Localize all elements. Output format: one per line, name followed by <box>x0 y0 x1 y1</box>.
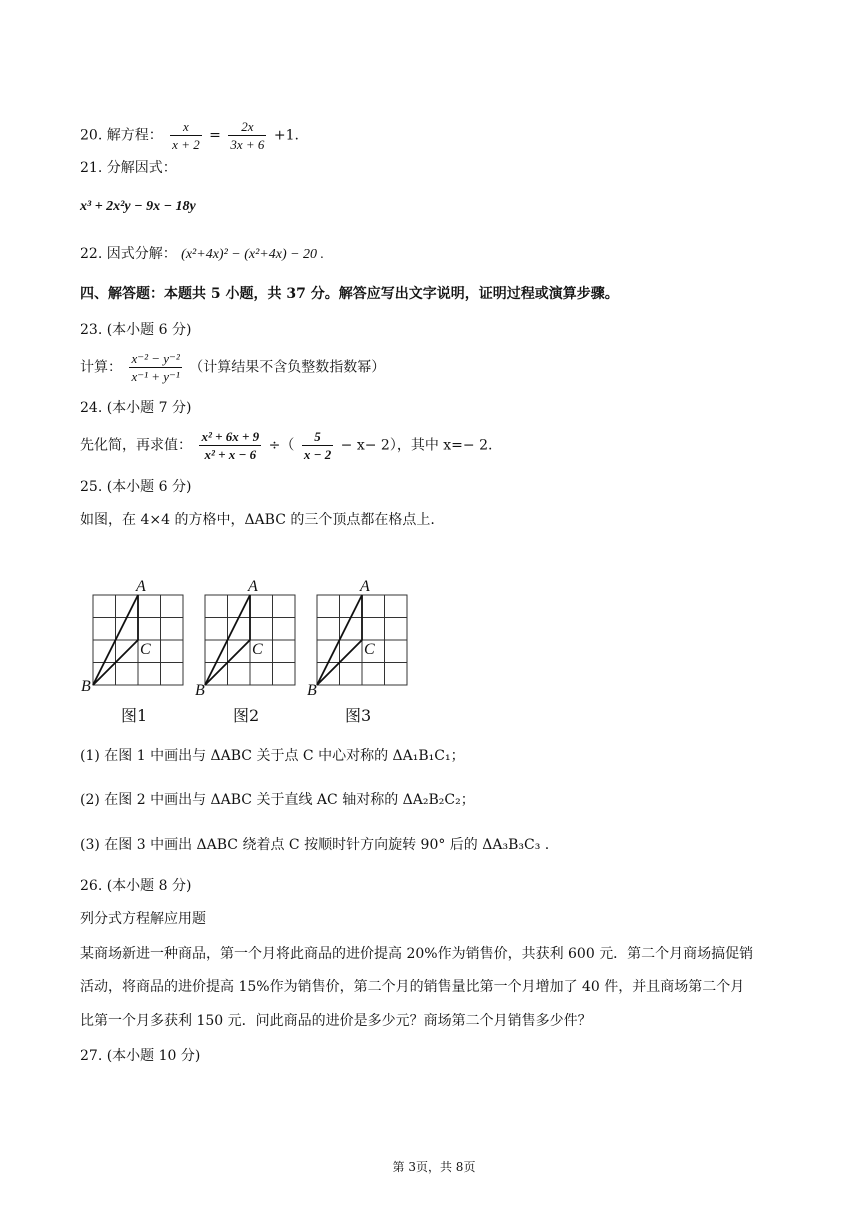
fig3-label-C: C <box>364 641 375 658</box>
question-20: 20. 解方程： $\frac{x}{x + 2}$ = $\frac{2x}{3x + 6}$ +1. <box>80 119 299 152</box>
question-24: 先化简，再求值： $\frac{\text{x² + 6x + 9}}{\text{x² + x − 6}}$ ÷（ $\frac{5}{x - 2}$ − x− 2），其中 x=− 2. <box>80 429 493 462</box>
question-26-sub: 列分式方程解应用题 <box>80 911 206 927</box>
fig1-label-B: B <box>81 678 91 695</box>
q20-label: 20. 解方程： <box>80 127 163 144</box>
fig1-label-A: A <box>136 578 146 595</box>
question-23: 计算： $\frac{\text{x⁻² − y⁻²}}{\text{x⁻¹ + y⁻¹}}$ （计算结果不含负整数指数幂） <box>80 351 386 384</box>
q24-fraction-2: $\frac{5}{x - 2}$ <box>303 429 332 462</box>
section-4-title: 四、解答题：本题共 5 小题，共 37 分。解答应写出文字说明，证明过程或演算步骤。 <box>80 286 619 302</box>
page-footer: 第 3页，共 8页 <box>392 1160 476 1174</box>
question-25-intro: 如图，在 4×4 的方格中，ΔABC 的三个顶点都在格点上. <box>80 512 435 528</box>
fig3-label-A: A <box>360 578 370 595</box>
q23-fraction: $\frac{\text{x⁻² − y⁻²}}{\text{x⁻¹ + y⁻¹}}$ <box>131 351 180 384</box>
question-26-head: 26. (本小题 8 分) <box>80 878 192 894</box>
question-26-line-3: 比第一个月多获利 150 元．问此商品的进价是多少元？商场第二个月销售多少件？ <box>80 1013 592 1029</box>
q22-expression: (x²+4x)² − (x²+4x) − 20 . <box>181 247 325 262</box>
question-21-expression: x³ + 2x²y − 9x − 18y <box>80 199 196 214</box>
question-26-line-1: 某商场新进一种商品，第一个月将此商品的进价提高 20%作为销售价，共获利 600 元．第二个月商场搞促销 <box>80 946 754 962</box>
figure-1-caption: 图1 <box>121 706 148 725</box>
figure-3-caption: 图3 <box>345 706 372 725</box>
fig1-label-C: C <box>140 641 151 658</box>
question-23-head: 23. (本小题 6 分) <box>80 322 192 338</box>
q23-note: （计算结果不含负整数指数幂） <box>189 359 386 376</box>
question-21-label: 21. 分解因式： <box>80 160 177 176</box>
question-25-head: 25. (本小题 6 分) <box>80 479 192 495</box>
fig2-label-B: B <box>195 682 205 698</box>
figure-2-grid <box>205 595 295 685</box>
question-22: 22. 因式分解： (x²+4x)² − (x²+4x) − 20 . <box>80 246 325 262</box>
fig2-label-C: C <box>252 641 263 658</box>
fig3-label-B: B <box>307 682 317 698</box>
q20-fraction-1: $\frac{x}{x + 2}$ <box>172 119 200 152</box>
fig2-label-A: A <box>248 578 258 595</box>
question-26-line-2: 活动，将商品的进价提高 15%作为销售价，第二个月的销售量比第一个月增加了 40 件，并且商场第二个月 <box>80 979 745 995</box>
grid-figures <box>78 574 418 698</box>
q24-fraction-1: $\frac{\text{x² + 6x + 9}}{\text{x² + x − 6}}$ <box>201 429 260 462</box>
q20-fraction-2: $\frac{2x}{3x + 6}$ <box>230 119 265 152</box>
question-24-head: 24. (本小题 7 分) <box>80 400 192 416</box>
q25-part-2: (2) 在图 2 中画出与 ΔABC 关于直线 AC 轴对称的 ΔA₂B₂C₂； <box>80 792 475 808</box>
figure-2-caption: 图2 <box>233 706 260 725</box>
figure-1-grid <box>93 595 183 685</box>
question-27-head: 27. (本小题 10 分) <box>80 1048 201 1064</box>
figure-3-grid <box>317 595 407 685</box>
q25-part-3: (3) 在图 3 中画出 ΔABC 绕着点 C 按顺时针方向旋转 90° 后的 ΔA₃B₃C₃ . <box>80 837 550 853</box>
q25-part-1: (1) 在图 1 中画出与 ΔABC 关于点 C 中心对称的 ΔA₁B₁C₁； <box>80 748 465 764</box>
